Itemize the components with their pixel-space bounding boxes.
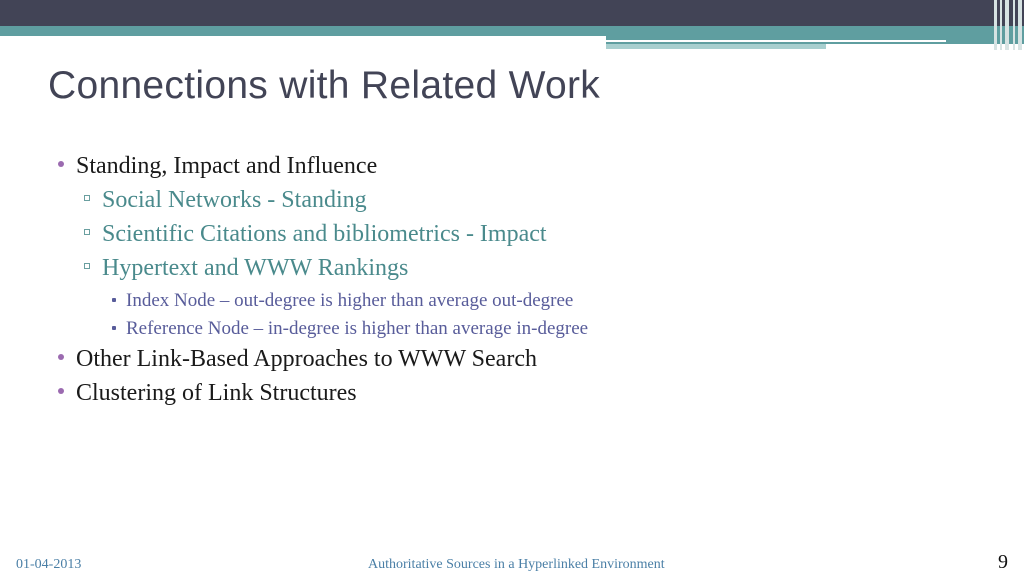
bullet-dot-icon (58, 161, 64, 167)
bullet-dot-icon (58, 388, 64, 394)
bullet-text: Scientific Citations and bibliometrics - Impact (102, 221, 547, 247)
bullet-text: Hypertext and WWW Rankings (102, 255, 409, 281)
header-accent-line (0, 26, 1024, 36)
footer-date: 01-04-2013 (16, 557, 82, 572)
header-decor-line (0, 36, 606, 38)
footer-title: Authoritative Sources in a Hyperlinked Environment (368, 557, 665, 572)
bullet-item (58, 346, 537, 373)
bullet-text: Index Node – out-degree is higher than average out-degree (126, 290, 574, 311)
bullet-item (58, 153, 377, 180)
bullet-text: Other Link-Based Approaches to WWW Search (76, 346, 537, 372)
header-decor-line (606, 44, 826, 49)
square-bullet-icon (84, 263, 90, 269)
header-vertical-stripes (990, 0, 1024, 50)
small-bullet-icon (112, 298, 116, 302)
bullet-text: Reference Node – in-degree is higher than average in-degree (126, 318, 589, 339)
square-bullet-icon (84, 195, 90, 201)
small-bullet-icon (112, 326, 116, 330)
page-number: 9 (998, 551, 1008, 573)
bullet-dot-icon (58, 354, 64, 360)
bullet-item (58, 380, 357, 407)
header-decor-line (606, 40, 946, 42)
sub-sub-bullet-item (112, 318, 588, 340)
slide-title: Connections with Related Work (48, 64, 601, 107)
bullet-text: Social Networks - Standing (102, 187, 367, 213)
sub-bullet-item (84, 255, 408, 282)
square-bullet-icon (84, 229, 90, 235)
bullet-text: Clustering of Link Structures (76, 380, 357, 406)
header-band (0, 0, 1024, 26)
sub-bullet-item (84, 221, 547, 248)
bullet-text: Standing, Impact and Influence (76, 153, 378, 179)
sub-bullet-item (84, 187, 367, 214)
sub-sub-bullet-item (112, 290, 573, 312)
